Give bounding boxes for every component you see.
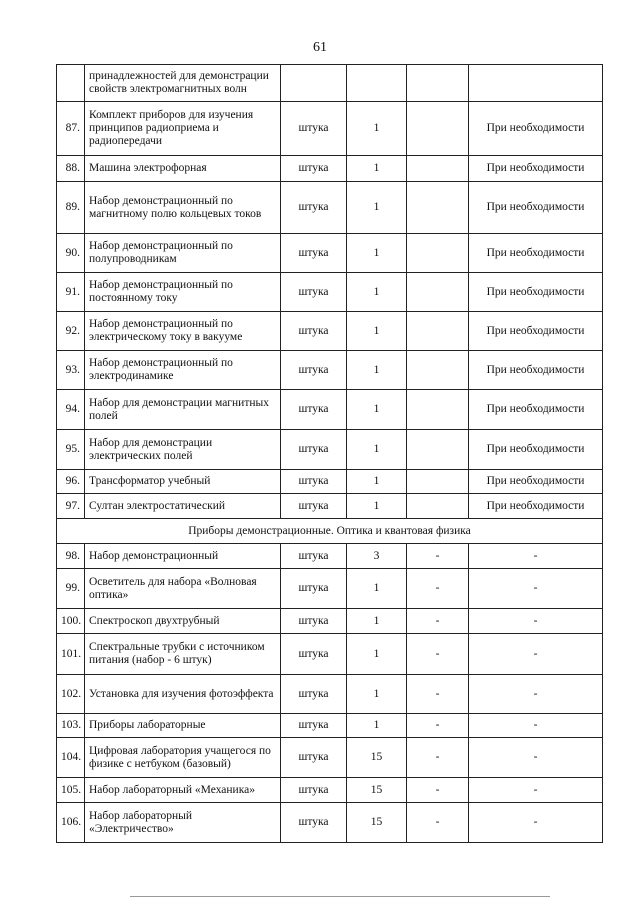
item-quantity: 15 bbox=[347, 738, 407, 778]
item-name: Набор лабораторный «Механика» bbox=[85, 778, 281, 803]
row-number: 96. bbox=[57, 470, 85, 494]
item-name: Набор демонстрационный по постоянному току bbox=[85, 273, 281, 312]
equipment-table bbox=[56, 64, 603, 843]
item-quantity: 1 bbox=[347, 494, 407, 519]
table-row bbox=[57, 675, 603, 714]
table-row bbox=[57, 430, 603, 470]
item-name: Машина электрофорная bbox=[85, 156, 281, 182]
item-extra bbox=[407, 273, 469, 312]
row-number: 98. bbox=[57, 544, 85, 569]
item-name: принадлежностей для демонстрации свойств электромагнитных волн bbox=[85, 65, 281, 102]
item-unit: штука bbox=[281, 634, 347, 675]
item-unit: штука bbox=[281, 803, 347, 843]
item-unit: штука bbox=[281, 234, 347, 273]
item-unit: штука bbox=[281, 470, 347, 494]
item-quantity: 1 bbox=[347, 234, 407, 273]
row-number: 99. bbox=[57, 569, 85, 609]
row-number: 95. bbox=[57, 430, 85, 470]
table-row bbox=[57, 234, 603, 273]
item-unit: штука bbox=[281, 778, 347, 803]
item-name: Султан электростатический bbox=[85, 494, 281, 519]
item-unit: штука bbox=[281, 609, 347, 634]
item-quantity: 1 bbox=[347, 312, 407, 351]
table-row bbox=[57, 714, 603, 738]
item-unit: штука bbox=[281, 714, 347, 738]
table-row bbox=[57, 102, 603, 156]
table-row bbox=[57, 351, 603, 390]
row-number bbox=[57, 65, 85, 102]
item-quantity: 1 bbox=[347, 609, 407, 634]
item-quantity: 3 bbox=[347, 544, 407, 569]
item-quantity: 1 bbox=[347, 675, 407, 714]
item-quantity: 15 bbox=[347, 803, 407, 843]
item-note: При необходимости bbox=[469, 182, 603, 234]
item-extra: - bbox=[407, 634, 469, 675]
row-number: 87. bbox=[57, 102, 85, 156]
item-extra: - bbox=[407, 738, 469, 778]
item-name: Набор лабораторный «Электричество» bbox=[85, 803, 281, 843]
row-number: 89. bbox=[57, 182, 85, 234]
item-quantity: 1 bbox=[347, 156, 407, 182]
row-number: 88. bbox=[57, 156, 85, 182]
item-unit: штука bbox=[281, 544, 347, 569]
item-unit: штука bbox=[281, 569, 347, 609]
item-note: - bbox=[469, 544, 603, 569]
table-row bbox=[57, 569, 603, 609]
row-number: 90. bbox=[57, 234, 85, 273]
item-unit: штука bbox=[281, 102, 347, 156]
item-unit: штука bbox=[281, 156, 347, 182]
item-quantity: 15 bbox=[347, 778, 407, 803]
item-note: - bbox=[469, 803, 603, 843]
item-name: Комплект приборов для изучения принципов радиоприема и радиопередачи bbox=[85, 102, 281, 156]
item-unit: штука bbox=[281, 430, 347, 470]
table-row bbox=[57, 156, 603, 182]
row-number: 102. bbox=[57, 675, 85, 714]
row-number: 92. bbox=[57, 312, 85, 351]
item-name: Спектральные трубки с источником питания (набор - 6 штук) bbox=[85, 634, 281, 675]
item-note: При необходимости bbox=[469, 470, 603, 494]
table-row bbox=[57, 312, 603, 351]
table-row bbox=[57, 65, 603, 102]
item-note: При необходимости bbox=[469, 273, 603, 312]
item-extra bbox=[407, 102, 469, 156]
item-extra bbox=[407, 234, 469, 273]
item-quantity: 1 bbox=[347, 569, 407, 609]
item-quantity: 1 bbox=[347, 273, 407, 312]
item-extra: - bbox=[407, 609, 469, 634]
item-name: Набор демонстрационный по полупроводникам bbox=[85, 234, 281, 273]
item-note: При необходимости bbox=[469, 351, 603, 390]
item-quantity: 1 bbox=[347, 390, 407, 430]
table-row bbox=[57, 273, 603, 312]
table-row bbox=[57, 803, 603, 843]
item-name: Набор демонстрационный bbox=[85, 544, 281, 569]
item-extra bbox=[407, 470, 469, 494]
table-row bbox=[57, 609, 603, 634]
table-row bbox=[57, 544, 603, 569]
item-extra bbox=[407, 156, 469, 182]
item-unit: штука bbox=[281, 273, 347, 312]
item-extra: - bbox=[407, 778, 469, 803]
item-quantity: 1 bbox=[347, 102, 407, 156]
row-number: 93. bbox=[57, 351, 85, 390]
item-unit: штука bbox=[281, 494, 347, 519]
table-row bbox=[57, 470, 603, 494]
item-quantity: 1 bbox=[347, 351, 407, 390]
footer-line bbox=[130, 896, 550, 897]
row-number: 106. bbox=[57, 803, 85, 843]
item-name: Цифровая лаборатория учащегося по физике с нетбуком (базовый) bbox=[85, 738, 281, 778]
table-row bbox=[57, 778, 603, 803]
item-extra: - bbox=[407, 569, 469, 609]
item-quantity: 1 bbox=[347, 714, 407, 738]
item-extra bbox=[407, 494, 469, 519]
item-extra: - bbox=[407, 803, 469, 843]
item-extra bbox=[407, 182, 469, 234]
item-name: Спектроскоп двухтрубный bbox=[85, 609, 281, 634]
row-number: 100. bbox=[57, 609, 85, 634]
row-number: 94. bbox=[57, 390, 85, 430]
item-extra: - bbox=[407, 675, 469, 714]
item-quantity: 1 bbox=[347, 430, 407, 470]
item-extra bbox=[407, 430, 469, 470]
row-number: 103. bbox=[57, 714, 85, 738]
item-name: Приборы лабораторные bbox=[85, 714, 281, 738]
item-note: При необходимости bbox=[469, 390, 603, 430]
item-name: Трансформатор учебный bbox=[85, 470, 281, 494]
row-number: 97. bbox=[57, 494, 85, 519]
item-quantity bbox=[347, 65, 407, 102]
item-unit bbox=[281, 65, 347, 102]
item-note: - bbox=[469, 778, 603, 803]
item-unit: штука bbox=[281, 390, 347, 430]
item-name: Набор демонстрационный по электродинамике bbox=[85, 351, 281, 390]
section-title: Приборы демонстрационные. Оптика и квантовая физика bbox=[57, 519, 603, 544]
item-name: Осветитель для набора «Волновая оптика» bbox=[85, 569, 281, 609]
item-note bbox=[469, 65, 603, 102]
row-number: 91. bbox=[57, 273, 85, 312]
page-number: 61 bbox=[313, 40, 327, 55]
item-note: При необходимости bbox=[469, 102, 603, 156]
table-row bbox=[57, 182, 603, 234]
item-note: При необходимости bbox=[469, 494, 603, 519]
item-unit: штука bbox=[281, 351, 347, 390]
table-row bbox=[57, 494, 603, 519]
item-extra bbox=[407, 390, 469, 430]
item-note: - bbox=[469, 738, 603, 778]
item-name: Набор демонстрационный по электрическому току в вакууме bbox=[85, 312, 281, 351]
item-unit: штука bbox=[281, 182, 347, 234]
item-extra bbox=[407, 351, 469, 390]
item-unit: штука bbox=[281, 675, 347, 714]
item-note: - bbox=[469, 634, 603, 675]
item-note: При необходимости bbox=[469, 430, 603, 470]
item-note: При необходимости bbox=[469, 234, 603, 273]
row-number: 101. bbox=[57, 634, 85, 675]
item-name: Набор для демонстрации электрических полей bbox=[85, 430, 281, 470]
row-number: 104. bbox=[57, 738, 85, 778]
item-note: - bbox=[469, 609, 603, 634]
section-row bbox=[57, 519, 603, 544]
row-number: 105. bbox=[57, 778, 85, 803]
item-extra: - bbox=[407, 544, 469, 569]
item-name: Установка для изучения фотоэффекта bbox=[85, 675, 281, 714]
item-unit: штука bbox=[281, 738, 347, 778]
item-note: - bbox=[469, 675, 603, 714]
item-quantity: 1 bbox=[347, 470, 407, 494]
item-name: Набор демонстрационный по магнитному полю кольцевых токов bbox=[85, 182, 281, 234]
table-row bbox=[57, 390, 603, 430]
item-extra: - bbox=[407, 714, 469, 738]
item-note: - bbox=[469, 714, 603, 738]
item-note: При необходимости bbox=[469, 156, 603, 182]
item-quantity: 1 bbox=[347, 182, 407, 234]
item-quantity: 1 bbox=[347, 634, 407, 675]
table-row bbox=[57, 738, 603, 778]
item-name: Набор для демонстрации магнитных полей bbox=[85, 390, 281, 430]
item-unit: штука bbox=[281, 312, 347, 351]
item-note: - bbox=[469, 569, 603, 609]
table-row bbox=[57, 634, 603, 675]
item-note: При необходимости bbox=[469, 312, 603, 351]
item-extra bbox=[407, 312, 469, 351]
item-extra bbox=[407, 65, 469, 102]
